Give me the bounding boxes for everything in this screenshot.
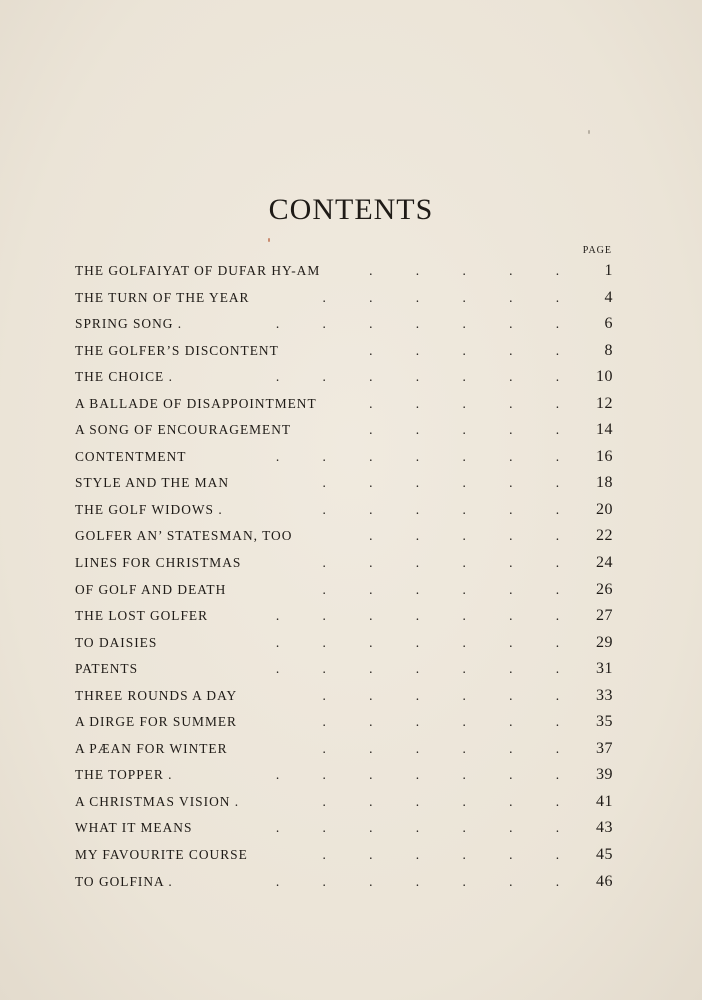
toc-entry — [75, 869, 615, 896]
toc-entry-page: 26 — [596, 580, 613, 598]
toc-entry-page: 10 — [596, 368, 613, 386]
dot-leader: . . . . . — [369, 395, 561, 411]
toc-entry-page: 16 — [596, 447, 613, 465]
table-of-contents — [75, 258, 615, 895]
toc-entry-page: 35 — [596, 713, 613, 731]
dot-leader: . . . . . . . — [275, 608, 561, 624]
toc-entry-page: 29 — [596, 633, 613, 651]
toc-entry-title: A CHRISTMAS VISION . — [75, 793, 240, 809]
toc-entry-page: 18 — [596, 474, 613, 492]
toc-entry — [75, 789, 615, 816]
toc-entry — [75, 656, 615, 683]
dot-leader: . . . . . . . — [275, 820, 561, 836]
dot-leader: . . . . . . — [322, 501, 561, 517]
dot-leader: . . . . . . — [322, 581, 561, 597]
toc-entry-title: OF GOLF AND DEATH — [75, 581, 227, 597]
toc-entry — [75, 311, 615, 338]
toc-entry-page: 24 — [596, 554, 613, 572]
toc-entry-title: WHAT IT MEANS — [75, 820, 193, 836]
toc-entry-page: 1 — [604, 262, 613, 279]
toc-entry — [75, 550, 615, 577]
toc-entry-title: TO GOLFINA . — [75, 873, 173, 889]
toc-entry-page: 41 — [596, 792, 613, 810]
toc-entry-title: TO DAISIES — [75, 634, 158, 650]
toc-entry — [75, 444, 615, 471]
page-column-label: PAGE — [582, 245, 612, 256]
toc-entry — [75, 762, 615, 789]
dot-leader: . . . . . . — [322, 687, 561, 703]
toc-entry-page: 37 — [596, 739, 613, 757]
dot-leader: . . . . . . . — [275, 448, 561, 464]
dot-leader: . . . . . . — [322, 714, 561, 730]
dot-leader: . . . . . . — [322, 847, 561, 863]
toc-entry-title: THE LOST GOLFER — [75, 608, 209, 624]
dot-leader: . . . . . . — [322, 289, 561, 305]
dot-leader: . . . . . — [369, 422, 561, 438]
dot-leader: . . . . . . . — [275, 661, 561, 677]
toc-entry — [75, 630, 615, 657]
toc-entry-title: A PÆAN FOR WINTER — [75, 740, 228, 756]
toc-entry-title: CONTENTMENT — [75, 448, 187, 464]
toc-entry-title: LINES FOR CHRISTMAS — [75, 555, 242, 571]
toc-entry-title: THREE ROUNDS A DAY — [75, 687, 238, 703]
toc-entry-title: THE GOLFAIYAT OF DUFAR HY-AM — [75, 263, 321, 278]
dot-leader: . . . . . . . — [275, 767, 561, 783]
dot-leader: . . . . . . — [322, 793, 561, 809]
toc-entry-page: 14 — [596, 421, 613, 439]
toc-entry-page: 27 — [596, 607, 613, 625]
toc-entry — [75, 470, 615, 497]
dot-leader: . . . . . — [369, 528, 561, 544]
dot-leader: . . . . . — [369, 263, 561, 278]
dot-leader: . . . . . . . — [275, 873, 561, 889]
toc-entry — [75, 258, 615, 285]
toc-entry-title: A DIRGE FOR SUMMER — [75, 714, 237, 730]
dot-leader: . . . . . . . — [275, 634, 561, 650]
paper-speck — [588, 130, 590, 134]
toc-entry-title: GOLFER AN’ STATESMAN, TOO — [75, 528, 293, 544]
toc-entry — [75, 842, 615, 869]
toc-entry-title: STYLE AND THE MAN — [75, 475, 230, 491]
toc-entry — [75, 338, 615, 365]
paper-speck — [268, 238, 270, 242]
toc-entry-page: 22 — [596, 527, 613, 545]
toc-entry-title: SPRING SONG . — [75, 316, 183, 332]
toc-entry — [75, 603, 615, 630]
toc-entry — [75, 497, 615, 524]
toc-entry-title: THE TOPPER . — [75, 767, 173, 783]
toc-entry-page: 31 — [596, 660, 613, 678]
toc-entry-page: 39 — [596, 766, 613, 784]
toc-entry-page: 6 — [604, 315, 613, 333]
toc-entry — [75, 391, 615, 418]
toc-entry — [75, 815, 615, 842]
toc-entry — [75, 523, 615, 550]
toc-entry-page: 43 — [596, 819, 613, 837]
toc-entry — [75, 736, 615, 763]
toc-entry-title: THE CHOICE . — [75, 369, 173, 385]
toc-entry-title: THE GOLFER’S DISCONTENT — [75, 342, 279, 358]
toc-entry-title: THE GOLF WIDOWS . — [75, 501, 223, 517]
toc-entry-page: 46 — [596, 872, 613, 890]
dot-leader: . . . . . — [369, 342, 561, 358]
toc-entry — [75, 417, 615, 444]
toc-entry-title: THE TURN OF THE YEAR — [75, 289, 250, 305]
toc-entry-page: 45 — [596, 846, 613, 864]
toc-entry — [75, 709, 615, 736]
dot-leader: . . . . . . — [322, 555, 561, 571]
toc-entry-title: MY FAVOURITE COURSE — [75, 847, 248, 863]
toc-entry — [75, 683, 615, 710]
dot-leader: . . . . . . . — [275, 369, 561, 385]
contents-heading: CONTENTS — [268, 193, 434, 226]
toc-entry-title: A SONG OF ENCOURAGEMENT — [75, 422, 292, 438]
toc-entry — [75, 577, 615, 604]
toc-entry-page: 33 — [596, 686, 613, 704]
dot-leader: . . . . . . — [322, 740, 561, 756]
toc-entry-title: PATENTS — [75, 661, 139, 677]
dot-leader: . . . . . . — [322, 475, 561, 491]
toc-entry — [75, 285, 615, 312]
toc-entry-page: 20 — [596, 500, 613, 518]
toc-entry-page: 4 — [604, 288, 613, 306]
toc-entry-title: A BALLADE OF DISAPPOINTMENT — [75, 395, 317, 411]
dot-leader: . . . . . . . — [275, 316, 561, 332]
toc-entry-page: 8 — [604, 341, 613, 359]
toc-entry-page: 12 — [596, 394, 613, 412]
toc-entry — [75, 364, 615, 391]
